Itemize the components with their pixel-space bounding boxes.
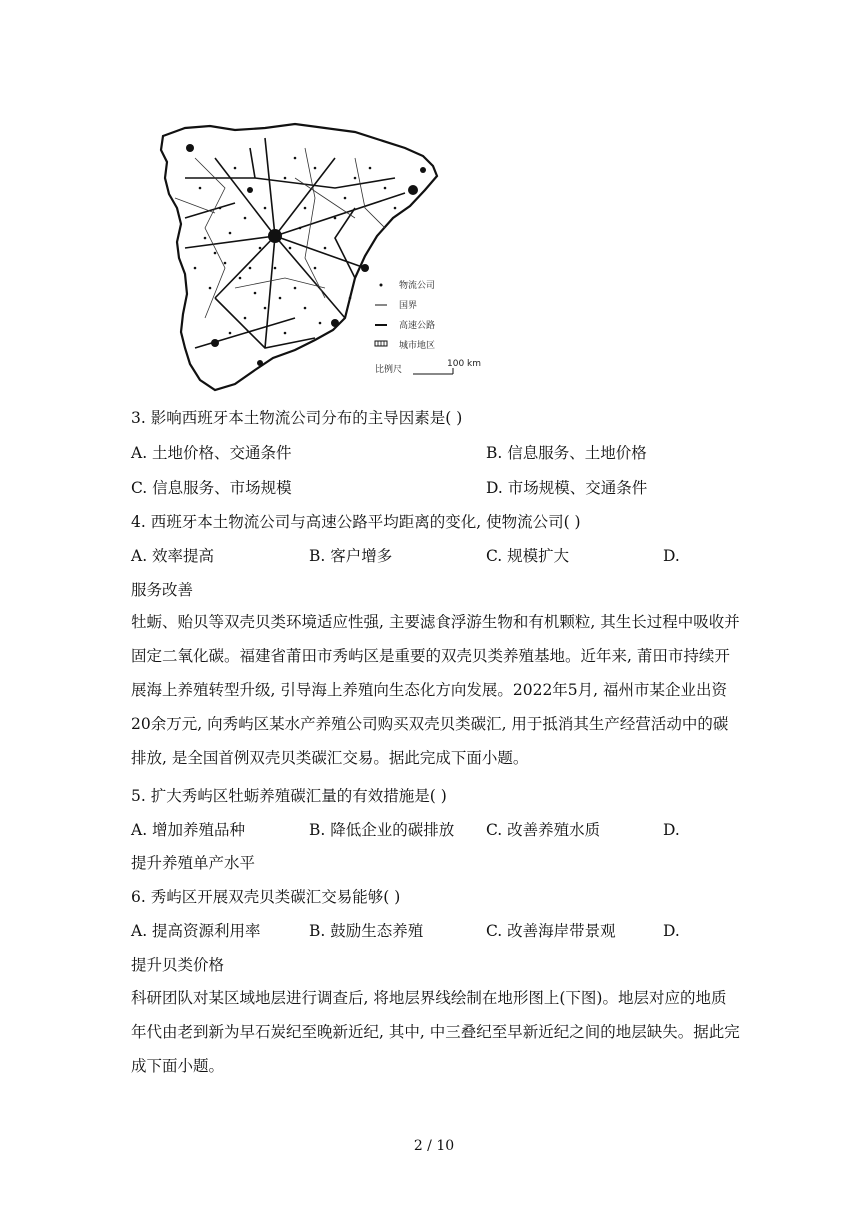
q6-option-d-text: 提升贝类价格 bbox=[131, 956, 225, 974]
q4-stem: 4. 西班牙本土物流公司与高速公路平均距离的变化, 使物流公司( ) bbox=[131, 513, 581, 531]
passage-strata: 科研团队对某区域地层进行调查后, 将地层界线绘制在地形图上(下图)。地层对应的地质年代由老到新为早石炭纪至晚新近纪, 其中, 中三叠纪至早新近纪之间的地层缺失。据此完成下面小题。 bbox=[131, 989, 740, 1075]
spain-logistics-map bbox=[155, 118, 485, 393]
q6-option-d[interactable]: D. bbox=[663, 922, 680, 940]
q4-option-d-text: 服务改善 bbox=[131, 581, 194, 599]
q4-option-c[interactable]: C. 规模扩大 bbox=[486, 547, 570, 565]
q6-option-b[interactable]: B. 鼓励生态养殖 bbox=[309, 922, 424, 940]
q5-option-d[interactable]: D. bbox=[663, 821, 680, 839]
scale-value: 100 km bbox=[447, 359, 482, 369]
q4-option-a[interactable]: A. 效率提高 bbox=[131, 547, 215, 565]
q3-option-b[interactable]: B. 信息服务、土地价格 bbox=[486, 444, 647, 462]
q6-option-c[interactable]: C. 改善海岸带景观 bbox=[486, 922, 616, 940]
q3-stem: 3. 影响西班牙本土物流公司分布的主导因素是( ) bbox=[131, 409, 463, 427]
q4-option-d[interactable]: D. bbox=[663, 547, 680, 565]
q4-option-b[interactable]: B. 客户增多 bbox=[309, 547, 393, 565]
q5-option-c[interactable]: C. 改善养殖水质 bbox=[486, 821, 601, 839]
passage-shellfish: 牡蛎、贻贝等双壳贝类环境适应性强, 主要滤食浮游生物和有机颗粒, 其生长过程中吸收并固定二氧化碳。福建省莆田市秀屿区是重要的双壳贝类养殖基地。近年来, 莆田市持续开展海上养殖转型升级, 引导海上养殖向生态化方向发展。2022年5月, 福州市某企业出资20余万元, 向秀屿区某水产养殖公司购买双壳贝类碳汇, 用于抵消其生产经营活动中的碳排放, 是全国首例双壳贝类碳汇交易。据此完成下面小题。 bbox=[131, 613, 740, 767]
q6-option-a[interactable]: A. 提高资源利用率 bbox=[131, 922, 261, 940]
q6-stem: 6. 秀屿区开展双壳贝类碳汇交易能够( ) bbox=[131, 888, 401, 906]
q5-stem: 5. 扩大秀屿区牡蛎养殖碳汇量的有效措施是( ) bbox=[131, 787, 447, 805]
q5-option-a[interactable]: A. 增加养殖品种 bbox=[131, 821, 246, 839]
legend-company: 物流公司 bbox=[399, 281, 436, 291]
q3-option-d[interactable]: D. 市场规模、交通条件 bbox=[486, 479, 648, 497]
q3-option-a[interactable]: A. 土地价格、交通条件 bbox=[131, 444, 292, 462]
legend-border: 国界 bbox=[399, 301, 418, 311]
legend-highway: 高速公路 bbox=[399, 321, 436, 331]
page-number: 2 / 10 bbox=[413, 1138, 455, 1154]
q5-option-b[interactable]: B. 降低企业的碳排放 bbox=[309, 821, 455, 839]
q3-option-c[interactable]: C. 信息服务、市场规模 bbox=[131, 479, 292, 497]
legend-urban: 城市地区 bbox=[399, 341, 436, 351]
q5-option-d-text: 提升养殖单产水平 bbox=[131, 854, 256, 872]
spain-outline bbox=[161, 124, 437, 390]
scale-label: 比例尺 bbox=[375, 365, 403, 375]
map-legend bbox=[375, 279, 481, 375]
